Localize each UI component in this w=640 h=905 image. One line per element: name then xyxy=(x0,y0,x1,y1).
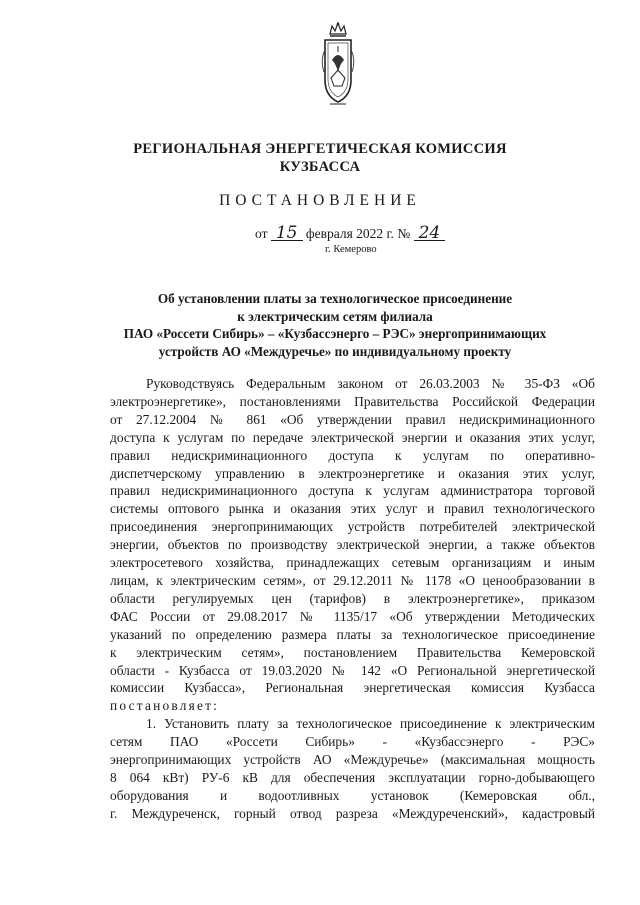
body-line: оборудования и водоотливных установок (Кемеровская обл., xyxy=(110,787,595,803)
body-line: присоединения энергопринимающих устройств потребителей электрической xyxy=(110,519,595,535)
body-line: энергопринимающих устройств АО «Междуречье» (максимальная мощность xyxy=(110,752,595,768)
body-line: электросетевого хозяйства, принадлежащих сетевым организациям и иным xyxy=(110,555,595,571)
body-line: от 27.12.2004 № 861 «Об утверждении правил недискриминационного xyxy=(110,411,595,427)
body-line: комиссии Кузбасса», Региональная энергетическая комиссия Кузбасса xyxy=(110,680,595,696)
subject-line: ПАО «Россети Сибирь» – «Кузбассэнерго – РЭС» энергопринимающих xyxy=(123,326,547,341)
body-line: лицам, к электрическим сетям», от 29.12.2011 № 1178 «О ценообразовании в xyxy=(110,572,595,588)
subject-line: к электрическим сетям филиала xyxy=(237,308,433,324)
date-prefix: от xyxy=(255,226,268,241)
city: г. Кемерово xyxy=(325,244,377,255)
body-line: ФАС России от 29.08.2017 № 1135/17 «Об утверждении Методических xyxy=(110,608,595,624)
body-line-resolution: постановляет: xyxy=(110,698,220,714)
date-month-year: февраля 2022 г. xyxy=(305,226,394,241)
handwritten-number: 24 xyxy=(414,226,446,241)
organization-name-line2: КУЗБАССА xyxy=(279,159,361,175)
document-body xyxy=(110,375,595,823)
document-subject xyxy=(108,290,562,360)
body-line: сетям ПАО «Россети Сибирь» - «Кузбассэнерго - РЭС» xyxy=(110,734,595,750)
coat-of-arms-emblem xyxy=(318,20,358,112)
body-line: доступа к услугам по передаче электрической энергии и оказания этих услуг, xyxy=(110,429,595,445)
organization-name-line1: РЕГИОНАЛЬНАЯ ЭНЕРГЕТИЧЕСКАЯ КОМИССИЯ xyxy=(133,141,507,157)
body-line: правил недискриминационного доступа к услугам администратора торговой xyxy=(110,483,595,499)
body-line: 8 064 кВт) РУ-6 кВ для обеспечения эксплуатации горно-добывающего xyxy=(110,769,595,785)
document-type: ПОСТАНОВЛЕНИЕ xyxy=(219,192,421,209)
handwritten-day: 15 xyxy=(271,226,303,241)
body-line: области регулируемых цен (тарифов) в электроэнергетике», приказом xyxy=(110,590,595,606)
number-sign: № xyxy=(397,226,411,241)
body-line: области - Кузбасса от 19.03.2020 № 142 «О Региональной энергетической xyxy=(110,662,595,678)
body-line: г. Междуреченск, горный отвод разреза «Междуреченский», кадастровый xyxy=(110,805,595,821)
body-line: Руководствуясь Федеральным законом от 26.03.2003 № 35-ФЗ «Об xyxy=(146,376,595,391)
body-line: правил недискриминационного доступа к услугам по оперативно- xyxy=(110,447,595,463)
body-line: диспетчерскому управлению в электроэнергетике и оказания этих услуг, xyxy=(110,465,595,481)
body-line: указаний по определению размера платы за технологическое присоединение xyxy=(110,626,595,642)
body-line: 1. Установить плату за технологическое присоединение к электрическим xyxy=(146,716,595,732)
body-line: энергии, объектов по производству электрической энергии, а также объектов xyxy=(110,537,595,553)
body-line: электроэнергетике», постановлениями Правительства Российской Федерации xyxy=(110,393,595,409)
body-line: системы оптового рынка и оказания этих услуг и правил технологического xyxy=(110,501,595,517)
body-line: к электрическим сетям», постановлением Правительства Кемеровской xyxy=(110,644,595,660)
date-line xyxy=(255,223,445,243)
subject-line: устройств АО «Междуречье» по индивидуальному проекту xyxy=(158,343,512,359)
subject-line: Об установлении платы за технологическое присоединение xyxy=(157,291,513,306)
